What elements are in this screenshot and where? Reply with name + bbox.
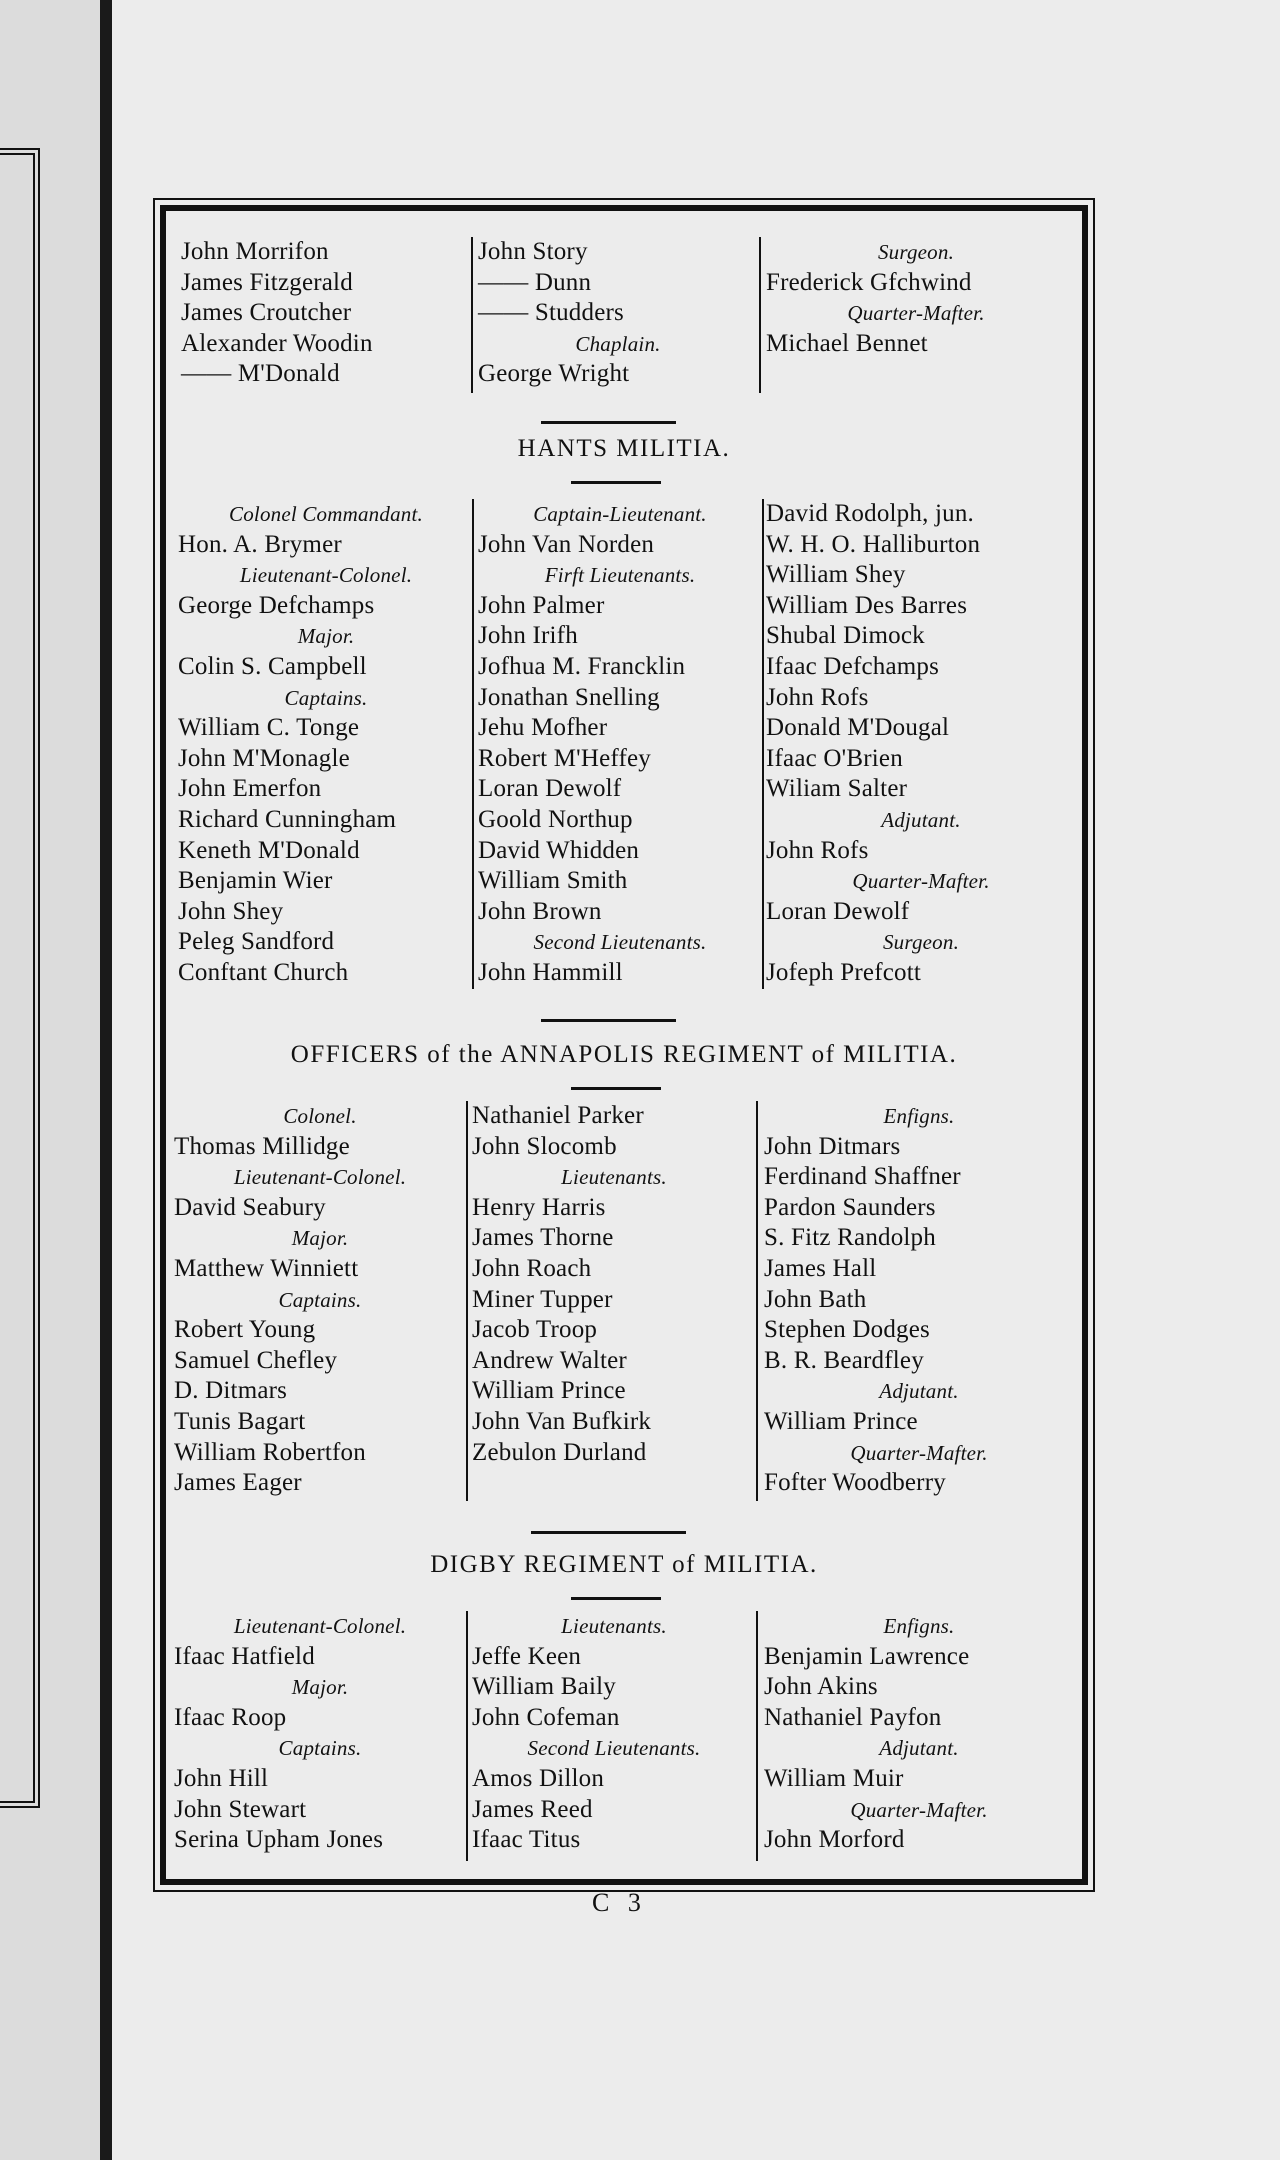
officer-name: Ifaac O'Brien (766, 744, 903, 772)
officer-name: Thomas Millidge (174, 1132, 350, 1160)
rank-heading: Second Lieutenants. (527, 1736, 701, 1761)
section-rule (541, 1019, 676, 1022)
column-3 (764, 1101, 1074, 1499)
officer-name: D. Ditmars (174, 1377, 288, 1405)
title-rule (571, 1087, 661, 1090)
officer-name: Ifaac Defchamps (766, 652, 940, 680)
officer-name: John Brown (478, 897, 602, 925)
officer-name: Robert Young (174, 1316, 316, 1344)
officer-name: Serina Upham Jones (174, 1826, 384, 1854)
rank-heading: Captains. (278, 1287, 362, 1312)
column-3 (766, 237, 1066, 359)
rank-heading: Adjutant. (881, 807, 961, 832)
previous-page-frame (0, 148, 40, 1808)
officer-name: Stephen Dodges (764, 1316, 930, 1344)
rank-heading: Lieutenant-Colonel. (233, 1614, 407, 1638)
column-2 (472, 1611, 756, 1856)
column-1 (174, 1611, 466, 1856)
officer-name: John M'Monagle (178, 744, 350, 772)
officer-name: Miner Tupper (472, 1285, 613, 1313)
rank-heading: Colonel Commandant. (229, 502, 423, 526)
officer-name: —— M'Donald (181, 360, 340, 388)
officer-name: Jofhua M. Francklin (478, 652, 686, 680)
officer-name: John Palmer (478, 591, 605, 619)
officer-name: Nathaniel Payfon (764, 1703, 942, 1731)
officer-name: Goold Northup (478, 805, 633, 833)
officer-name: Pardon Saunders (764, 1193, 936, 1221)
officer-name: John Shey (178, 897, 284, 925)
officer-name: John Bath (764, 1285, 867, 1313)
officer-name: James Croutcher (181, 299, 352, 327)
rank-heading: Lieutenant-Colonel. (239, 563, 413, 588)
officer-name: James Reed (472, 1795, 593, 1823)
page-signature: C 3 (592, 1888, 647, 1917)
officer-name: Jofeph Prefcott (766, 958, 922, 986)
rank-heading: Adjutant. (879, 1736, 959, 1761)
officer-name: Peleg Sandford (178, 928, 335, 956)
officer-name: Alexander Woodin (181, 329, 373, 357)
rank-heading: Enfigns. (883, 1104, 955, 1128)
rank-heading: Colonel. (283, 1104, 357, 1128)
officer-name: William Des Barres (766, 591, 968, 619)
officer-name: Hon. A. Brymer (178, 530, 342, 558)
rank-heading: Surgeon. (877, 240, 955, 264)
officer-name: Loran Dewolf (478, 775, 622, 803)
section-title: DIGBY REGIMENT of MILITIA. (430, 1551, 818, 1578)
officer-name: Nathaniel Parker (472, 1102, 644, 1129)
officer-name: John Rofs (766, 836, 869, 864)
rank-heading: Major. (297, 624, 355, 649)
rank-heading: Second Lieutenants. (533, 930, 707, 955)
officer-name: John Cofeman (472, 1703, 620, 1731)
officer-name: Shubal Dimock (766, 622, 925, 650)
officer-name: Zebulon Durland (472, 1438, 647, 1466)
officer-name: S. Fitz Randolph (764, 1224, 936, 1252)
officer-name: John Roach (472, 1254, 592, 1282)
officer-name: David Whidden (478, 836, 640, 864)
rank-heading: Lieutenant-Colonel. (233, 1165, 407, 1190)
officer-name: Richard Cunningham (178, 805, 397, 833)
officer-name: B. R. Beardfley (764, 1346, 924, 1374)
officer-name: Jacob Troop (472, 1316, 598, 1344)
rank-heading: Chaplain. (575, 331, 661, 356)
rank-heading: Lieutenants. (561, 1614, 667, 1638)
officer-name: William Baily (472, 1673, 616, 1701)
column-2 (472, 1101, 756, 1468)
column-divider (472, 499, 474, 989)
officer-name: Andrew Walter (472, 1346, 627, 1374)
officer-name: John Irifh (478, 622, 578, 650)
officer-name: W. H. O. Halliburton (766, 530, 981, 558)
column-3 (764, 1611, 1074, 1856)
officer-name: —— Dunn (478, 268, 592, 296)
rank-heading: Captains. (278, 1736, 362, 1761)
officer-name: William Robertfon (174, 1438, 366, 1466)
rank-heading: Firft Lieutenants. (544, 563, 696, 588)
document-page (112, 0, 1280, 2160)
officer-name: John Story (478, 238, 588, 265)
column-1 (178, 499, 474, 989)
officer-name: James Fitzgerald (181, 268, 353, 296)
officer-name: Frederick Gfchwind (766, 268, 972, 296)
officer-name: John Stewart (174, 1795, 307, 1823)
rank-heading: Captains. (284, 685, 368, 710)
officer-name: Jonathan Snelling (478, 683, 660, 711)
column-divider (466, 1611, 468, 1861)
officer-name: Ifaac Hatfield (174, 1642, 315, 1670)
officer-name: Matthew Winniett (174, 1254, 359, 1282)
officer-name: Ifaac Roop (174, 1703, 287, 1731)
book-gutter (100, 0, 112, 2160)
column-divider (466, 1101, 468, 1501)
section-title: HANTS MILITIA. (517, 435, 731, 462)
officer-name: Benjamin Lawrence (764, 1642, 970, 1670)
officer-name: Benjamin Wier (178, 867, 333, 895)
rank-heading: Quarter-Mafter. (852, 869, 990, 894)
officer-name: John Slocomb (472, 1132, 617, 1160)
rank-heading: Enfigns. (883, 1614, 955, 1638)
officer-name: John Rofs (766, 683, 869, 711)
officer-name: Robert M'Heffey (478, 744, 651, 772)
officer-name: Loran Dewolf (766, 897, 910, 925)
officer-name: Michael Bennet (766, 329, 928, 357)
officer-name: James Eager (174, 1469, 302, 1497)
officer-name: John Hill (174, 1764, 269, 1792)
column-divider (471, 237, 473, 393)
officer-name: John Van Norden (478, 530, 655, 558)
officer-name: Ferdinand Shaffner (764, 1163, 961, 1191)
column-divider (762, 499, 764, 989)
section-rule (531, 1531, 686, 1534)
rank-heading: Quarter-Mafter. (850, 1440, 988, 1465)
page-border-frame (160, 205, 1088, 1885)
rank-heading: Quarter-Mafter. (847, 301, 985, 326)
officer-name: John Morford (764, 1826, 905, 1854)
officer-name: John Morrifon (181, 238, 329, 265)
officer-name: William Prince (472, 1377, 626, 1405)
rank-heading: Adjutant. (879, 1379, 959, 1404)
officer-name: David Seabury (174, 1193, 326, 1221)
column-1 (181, 237, 471, 390)
rank-heading: Surgeon. (882, 930, 960, 955)
officer-name: John Emerfon (178, 775, 322, 803)
officer-name: John Akins (764, 1673, 878, 1701)
officer-name: William Smith (478, 867, 628, 895)
officer-name: John Van Bufkirk (472, 1407, 652, 1435)
officer-name: William C. Tonge (178, 714, 360, 742)
officer-name: William Shey (766, 561, 906, 589)
previous-page-edge (0, 0, 100, 2160)
officer-name: Amos Dillon (472, 1764, 605, 1792)
officer-name: John Hammill (478, 958, 623, 986)
title-rule (571, 481, 661, 484)
officer-name: William Prince (764, 1407, 918, 1435)
rank-heading: Quarter-Mafter. (850, 1797, 988, 1822)
section-title: OFFICERS of the ANNAPOLIS REGIMENT of MILITIA. (290, 1041, 958, 1068)
officer-name: Keneth M'Donald (178, 836, 360, 864)
officer-name: —— Studders (478, 299, 624, 327)
section-rule (541, 421, 676, 424)
officer-name: George Wright (478, 360, 630, 388)
title-rule (571, 1597, 661, 1600)
column-divider (759, 237, 761, 393)
officer-name: Wiliam Salter (766, 775, 908, 803)
officer-name: Jehu Mofher (478, 714, 608, 742)
column-divider (756, 1101, 758, 1501)
officer-name: James Thorne (472, 1224, 614, 1252)
rank-heading: Major. (291, 1226, 349, 1251)
officer-name: George Defchamps (178, 591, 375, 619)
rank-heading: Lieutenants. (561, 1165, 667, 1190)
officer-name: Conftant Church (178, 958, 349, 986)
officer-name: Henry Harris (472, 1193, 606, 1221)
column-3 (766, 499, 1076, 989)
officer-name: Samuel Chefley (174, 1346, 338, 1374)
column-divider (756, 1611, 758, 1861)
column-2 (478, 499, 762, 989)
officer-name: John Ditmars (764, 1132, 901, 1160)
officer-name: Ifaac Titus (472, 1826, 581, 1854)
officer-name: David Rodolph, jun. (766, 500, 974, 527)
column-1 (174, 1101, 466, 1499)
officer-name: Fofter Woodberry (764, 1469, 946, 1497)
rank-heading: Captain-Lieutenant. (533, 502, 707, 526)
officer-name: William Muir (764, 1764, 904, 1792)
officer-name: Tunis Bagart (174, 1407, 306, 1435)
officer-name: Jeffe Keen (472, 1642, 582, 1670)
officer-name: Donald M'Dougal (766, 714, 950, 742)
officer-name: Colin S. Campbell (178, 652, 367, 680)
column-2 (478, 237, 758, 390)
officer-name: James Hall (764, 1254, 877, 1282)
rank-heading: Major. (291, 1675, 349, 1700)
